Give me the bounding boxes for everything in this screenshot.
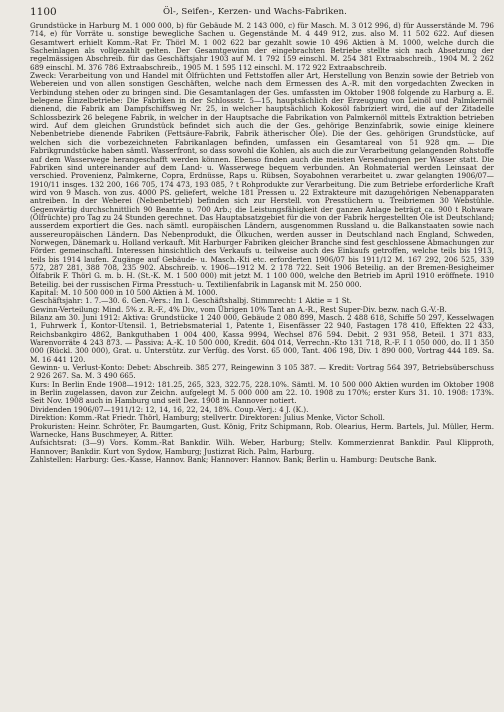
paragraph-price: Kurs: In Berlin Ende 1908—1912: 181.25, 265, 323, 322.75, 228.10%. Sämtl. M. 10 500 000 Aktien wurden im Oktober 1908 in Berlin zugelassen, davon zur Zeichn. aufgelegt M. 5 000 000 am 22. 10. 1908 zu 170%; erster Kurs 31. 10. 1908: 173%. Seit Nov. 1908 auch in Hamburg und seit Dez. 1908 in Hannover notiert. [30,379,494,406]
paragraph-authorized-officers: Prokuristen: Heinr. Schröter, Fr. Baumgarten, Gust. König, Fritz Schipmann, Rob. Olearius, Herm. Bartels, Jul. Müller, Herm. Warnecke, Hans Buschmeyer, A. Ritter. [30,421,494,439]
paragraph-dividends: Dividenden 1906/07—1911/12: 12, 14, 16, 22, 24, 18%. Coup.-Verj.: 4 J. (K.). [30,404,309,414]
paragraph-capital: Kapital: M. 10 500 000 in 10 500 Aktien à M. 1000. [30,288,218,297]
running-head: Öl-, Seifen-, Kerzen- und Wachs-Fabriken. [163,7,347,17]
paragraph-contributions: Grundstücke in Harburg M. 1 000 000, b) für Gebäude M. 2 143 000, c) für Masch. M. 3 012 996, d) für Ausserstände M. 796 714, e) für Vorräte u. sonstige bewegliche Sachen u. Gegenstände M. 4 449 912, zus. also M. 11 502 622. Auf diesen Gesamtwert erhielt Komm.-Rat Fr. Thörl M. 1 002 622 bar gezahlt sowie 10 496 Aktien à M. 1000, welche durch die Sacheinlagen als vollgezahlt gelten. Der Gesamtgewinn der eingebrachten Betriebe stellte sich nach Absetzung der regelmässigen Abschreib. für das Geschäftsjahr 1903 auf M. 1 792 159 einschl. M. 254 381 Extraabschreib., 1904 M. 2 262 689 einschl. M. 376 786 Extraabschreib., 1905 M. 1 595 112 einschl. M. 172 922 Extraabschreib. [30,21,494,72]
paragraph-profit-distribution: Gewinn-Verteilung: Mind. 5% z. R.-F., 4% Div., vom Übrigen 10% Tant an A.-R., Rest Super-Div. bezw. nach G.-V.-B. [30,304,447,314]
paragraph-management: Direktion: Komm.-Rat Friedr. Thörl, Hamburg; stellvertr. Direktoren: Julius Menke, Victor Scholl. [30,413,385,423]
page-header [30,6,494,20]
paragraph-balance-sheet: Bilanz am 30. Juni 1912: Aktiva: Grundstücke 1 240 000, Gebäude 2 080 899, Masch. 2 488 618, Schiffe 50 297, Kesselwagen 1, Fuhrwerk 1, Kontor-Utensil. 1, Betriebsmaterial 1, Patente 1, Eisenfässer 22 940, Fastagen 178 410, Effekten 22 433, Reichsbankgiro 4862, Bankguthaben 1 004 400, Kassa 9994, Wechsel 876 594. Debit. 2 931 958, Beteil. 1 371 833, Warenvorräte 4 243 873. — Passiva: A.-K. 10 500 000, Kredit. 604 014, Verrechn.-Kto 131 718, R.-F. I 1 050 000, do. II 1 350 000 (Rückl. 300 000), Grat. u. Unterstütz. zur Verfüg. des Vorst. 65 000, Tant. 406 198, Div. 1 890 000, Vortrag 444 189. Sa. M. 16 441 120. [30,313,494,364]
paragraph-fiscal-year: Geschäftsjahr: 1. 7.—30. 6. Gen.-Vers.: Im I. Geschäftshalbj. Stimmrecht: 1 Aktie = 1 St. [30,296,352,306]
paragraph-profit-loss: Gewinn- u. Verlust-Konto: Debet: Abschreib. 385 277, Reingewinn 3 105 387. — Kredit: Vortrag 564 397, Betriebsüberschuss 2 926 267. Sa. M. 3 490 665. [30,363,494,381]
document-body [30,22,494,464]
paragraph-paying-agents: Zahlstellen: Harburg: Ges.-Kasse, Hannov. Bank; Hannover: Hannov. Bank; Berlin u. Hamburg: Deutsche Bank. [30,454,437,464]
paragraph-supervisory-board: Aufsichtsrat: (3—9) Vors. Komm.-Rat Bankdir. Wilh. Weber, Harburg; Stellv. Kommerzienrat Bankdir. Paul Klipproth, Hannover; Bankdir. Kurt von Sydow, Hamburg; Justizrat Rich. Palm, Harburg. [30,438,494,456]
page-number: 1100 [30,6,57,18]
paragraph-purpose: Zweck: Verarbeitung von und Handel mit Ölfrüchten und Fettstoffen aller Art, Herstellung von Benzin sowie der Betrieb von Webereien und von allen sonstigen Geschäften, welche nach dem Ermessen des A.-R. mit den vorgedachten Zwecken in Verbindung stehen oder zu bringen sind. Die Gesamtanlagen der Ges. umfassten im Oktober 1908 folgende zu Harburg a. E. belegene Einzelbetriebe: Die Fabriken in der Schlossstr. 5—15, hauptsächlich der Erzeugung von Leinöl und Palmkernöl dienend, die Fabrik am Dampfschiffsweg Nr. 25, in welcher hauptsächlich Kokosöl fabriziert wird, die auf der Zitadelle Schlossbezirk 26 belegene Fabrik, in welcher in der Hauptsache die Fabrikation von Palmkernöl mittels Extraktion betrieben wird. Auf dem gleichen Grundstück befindet sich auch die der Ges. gehörige Benzinfabrik, sowie einige kleinere Nebenbetriebe dienende Fabriken (Fettsäure-Fabrik, Fabrik ätherischer Öle). Die der Ges. gehörigen Grundstücke, auf welchen sich die vorbezeichneten Fabrikanlagen befinden, umfassen ein Gesamtareal von 51 928 qm. — Die Fabrikgrundstücke haben sämtl. Wasserfront, so dass sowohl die Kohlen, als auch die zur Verarbeitung gelangenden Rohstoffe auf dem Wasserwege herangeschafft werden können. Ebenso finden auch die meisten Versendungen per Wasser statt. Die Fabriken sind untereinander auf dem Land- u. Wasserwege bequem verbunden. An Rohmaterial werden Leinsaat der verschied. Provenienz, Palmkerne, Copra, Erdnüsse, Raps u. Rübsen, Soyabohnen verarbeitet u. zwar gelangten 1906/07—1910/11 insges. 132 200, 166 705, 174 473, 193 085, ? t Rohprodukte zur Verarbeitung. Die zum Betriebe erforderliche Kraft wird von 9 Masch. von zus. 4000 PS. geliefert, welche 181 Pressen u. 22 Extrakteure mit dazugehörigen Nebenapparaten antreiben. In der Weberei (Nebenbetrieb) befinden sich zur Herstell. von Presstüchern u. Treibriemen 30 Webstühle. Gegenwärtig durchschnittlich 90 Beamte u. 700 Arb.; die Leistungsfähigkeit der ganzen Anlage beträgt ca. 900 t Rohware (Ölfrüchte) pro Tag zu 24 Stunden gerechnet. Das Hauptabsatzgebiet für die von der Fabrik hergestellten Öle ist Deutschland; ausserdem exportiert die Ges. nach sämtl. europäischen Ländern, ausgenommen Russland u. die Balkanstaaten sowie nach aussereuropäischen Ländern. Das Nebenprodukt, die Ölkuchen, werden ausser in Deutschland nach England, Schweden, Norwegen, Dänemark u. Holland verkauft. Mit Harburger Fabriken gleicher Branche sind fest geschlossene Abmachungen zur Förder. gemeinschaftl. Interessen hinsichtlich des Verkaufs u. teilweise auch des Einkaufs getroffen, welche teils bis 1913, teils bis 1914 laufen. Zugänge auf Gebäude- u. Masch.-Kti etc. erforderten 1906/07 bis 1911/12 M. 167 292, 206 525, 339 572, 287 281, 388 708, 235 902. Abschreib. v. 1906—1912 M. 2 178 722. Seit 1906 Beteilig. an der Bremen-Besigheimer Ölfabrik F. Thörl G. m. b. H. (St.-K. M. 1 500 000) mit jetzt M. 1 100 000, welche den Betrieb im April 1910 eröffnete. 1910 Beteilig. bei der russischen Firma Presstuch- u. Textilienfabrik in Lagansk mit M. 250 000. [30,71,494,289]
